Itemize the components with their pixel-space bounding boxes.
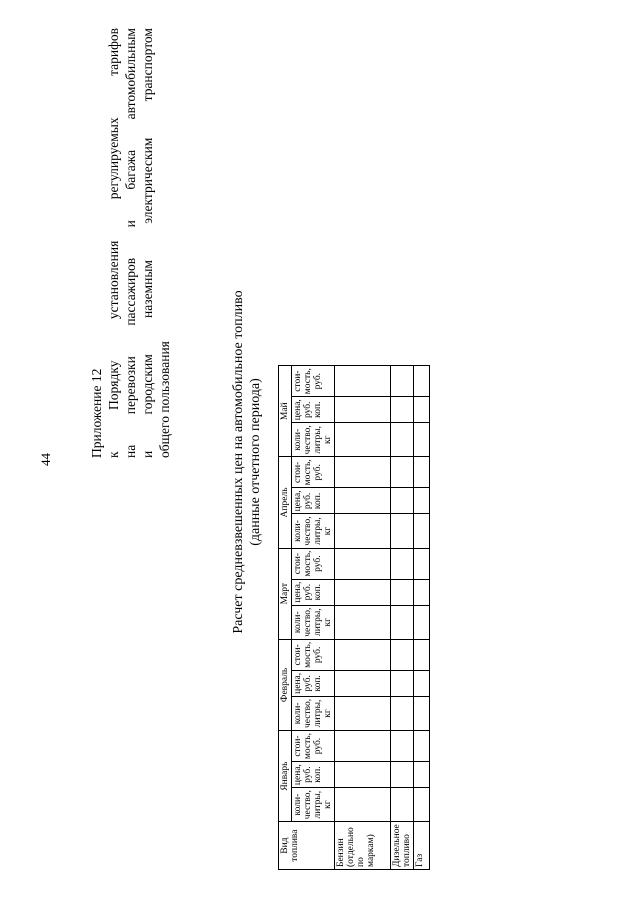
fuel-price-table-wrapper [278, 365, 430, 870]
appendix-word: электрическим [140, 137, 155, 224]
table-cell [335, 488, 391, 514]
appendix-header [88, 28, 173, 458]
appendix-line-1: Приложение 12 [89, 368, 104, 458]
table-cell [335, 639, 391, 670]
table-cell [335, 788, 391, 822]
header-month: Январь [279, 731, 292, 822]
header-quantity: коли-чество, литры, кг [292, 788, 335, 822]
appendix-word: установления [106, 240, 121, 320]
table-cell [414, 696, 430, 730]
row-label-gas: Газ [414, 822, 430, 870]
header-month: Май [279, 366, 292, 457]
table-cell [391, 670, 414, 696]
table-cell [414, 514, 430, 548]
appendix-word: и [140, 450, 155, 458]
table-cell [391, 579, 414, 605]
header-price: цена, руб. коп. [292, 579, 335, 605]
table-cell [335, 423, 391, 457]
appendix-word: на [123, 444, 138, 458]
header-price: цена, руб. коп. [292, 670, 335, 696]
table-cell [414, 366, 430, 397]
table-cell [335, 605, 391, 639]
appendix-word: регулируемых [106, 117, 121, 200]
table-cell [335, 514, 391, 548]
table-cell [391, 514, 414, 548]
appendix-line-4 [139, 28, 156, 458]
row-label-petrol: Бензин (отдельно по маркам) [335, 822, 391, 870]
table-cell [414, 670, 430, 696]
appendix-line-2 [105, 28, 122, 458]
table-cell [391, 762, 414, 788]
table-cell [414, 488, 430, 514]
appendix-word: к [106, 451, 121, 458]
header-row-subcolumns [292, 366, 335, 870]
table-cell [414, 457, 430, 488]
table-row [335, 366, 391, 870]
header-fuel-type: Вид топлива [279, 822, 335, 870]
table-cell [335, 457, 391, 488]
table-cell [335, 731, 391, 762]
page-number: 44 [38, 453, 53, 466]
table-cell [414, 788, 430, 822]
header-quantity: коли-чество, литры, кг [292, 605, 335, 639]
table-cell [414, 397, 430, 423]
header-month: Февраль [279, 639, 292, 730]
table-cell [335, 548, 391, 579]
table-cell [335, 397, 391, 423]
table-cell [414, 548, 430, 579]
table-cell [391, 397, 414, 423]
title-main: Расчет средневзвешенных цен на автомобильное топливо [231, 290, 246, 634]
table-cell [391, 548, 414, 579]
appendix-line-3 [122, 28, 139, 458]
table-cell [414, 762, 430, 788]
table-cell [335, 579, 391, 605]
appendix-word: тарифов [106, 28, 121, 76]
table-cell [391, 731, 414, 762]
table-cell [391, 423, 414, 457]
header-month: Апрель [279, 457, 292, 548]
table-cell [391, 696, 414, 730]
header-row-months [279, 366, 292, 870]
table-cell [414, 579, 430, 605]
header-price: цена, руб. коп. [292, 488, 335, 514]
header-price: цена, руб. коп. [292, 397, 335, 423]
header-cost: стои-мость, руб. [292, 457, 335, 488]
appendix-word: автомобильным [123, 28, 138, 120]
table-cell [335, 670, 391, 696]
table-cell [391, 605, 414, 639]
header-quantity: коли-чество, литры, кг [292, 423, 335, 457]
table-cell [414, 605, 430, 639]
table-cell [414, 639, 430, 670]
header-cost: стои-мость, руб. [292, 731, 335, 762]
header-quantity: коли-чество, литры, кг [292, 696, 335, 730]
document-title [230, 252, 264, 672]
header-cost: стои-мость, руб. [292, 548, 335, 579]
table-cell [414, 423, 430, 457]
table-cell [391, 488, 414, 514]
appendix-word: пассажиров [123, 257, 138, 326]
table-row [391, 366, 414, 870]
appendix-word: Порядку [106, 360, 121, 410]
header-price: цена, руб. коп. [292, 762, 335, 788]
header-month: Март [279, 548, 292, 639]
header-quantity: коли-чество, литры, кг [292, 514, 335, 548]
fuel-price-table [278, 365, 430, 870]
appendix-word: багажа [123, 149, 138, 190]
appendix-line-5: общего пользования [157, 341, 172, 458]
table-cell [414, 731, 430, 762]
appendix-word: перевозки [123, 356, 138, 415]
row-label-diesel: Дизельное топливо [391, 822, 414, 870]
table-cell [391, 639, 414, 670]
table-cell [391, 788, 414, 822]
appendix-word: городским [140, 354, 155, 415]
table-row [414, 366, 430, 870]
table-cell [335, 696, 391, 730]
appendix-word: транспортом [140, 28, 155, 102]
header-cost: стои-мость, руб. [292, 639, 335, 670]
table-cell [391, 457, 414, 488]
appendix-word: и [123, 220, 138, 228]
table-cell [391, 366, 414, 397]
table-cell [335, 762, 391, 788]
header-cost: стои-мость, руб. [292, 366, 335, 397]
title-sub: (данные отчетного периода) [248, 378, 263, 546]
table-cell [335, 366, 391, 397]
appendix-word: наземным [140, 260, 155, 318]
